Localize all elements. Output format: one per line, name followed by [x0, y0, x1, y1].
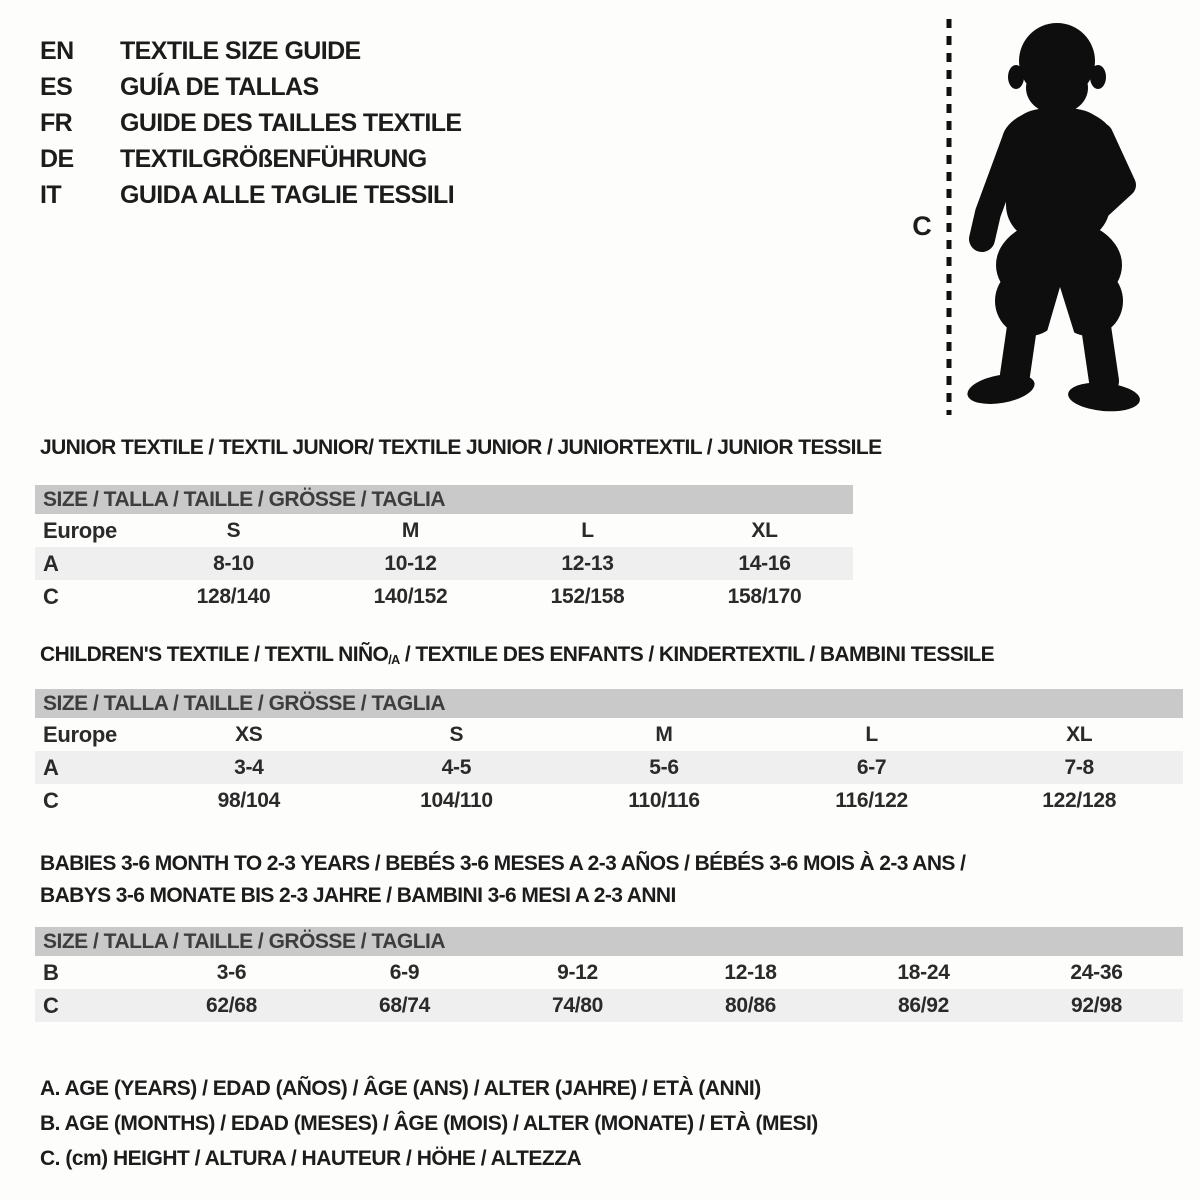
height-cell: 86/92 [897, 993, 950, 1017]
size-cell: XL [751, 518, 778, 542]
heading-text: CHILDREN'S TEXTILE / TEXTIL NIÑO [40, 643, 389, 666]
table-row [35, 989, 1183, 1022]
height-cell: 128/140 [196, 584, 271, 608]
legend-height-cm: C. (cm) HEIGHT / ALTURA / HAUTEUR / HÖHE / ALTEZZA [40, 1147, 582, 1170]
age-cell: 12-13 [561, 551, 614, 575]
legend-age-years: A. AGE (YEARS) / EDAD (AÑOS) / ÂGE (ANS) / ALTER (JAHRE) / ETÀ (ANNI) [40, 1077, 761, 1100]
guide-title-fr: GUIDE DES TAILLES TEXTILE [120, 108, 462, 137]
height-cell: 74/80 [551, 993, 604, 1017]
row-label: Europe [43, 517, 117, 543]
junior-section-heading: JUNIOR TEXTILE / TEXTIL JUNIOR/ TEXTILE JUNIOR / JUNIORTEXTIL / JUNIOR TESSILE [40, 436, 882, 459]
age-cell: 14-16 [738, 551, 791, 575]
table-row [35, 547, 853, 580]
height-cell: 140/152 [373, 584, 448, 608]
height-cell: 158/170 [727, 584, 802, 608]
height-cell: 62/68 [205, 993, 258, 1017]
language-code: FR [40, 108, 73, 137]
age-cell: 3-6 [216, 960, 247, 984]
heading-line-1: BABIES 3-6 MONTH TO 2-3 YEARS / BEBÉS 3-6 MESES A 2-3 AÑOS / BÉBÉS 3-6 MOIS À 2-3 ANS / [40, 852, 966, 875]
row-label: C [43, 583, 59, 609]
age-cell: 4-5 [441, 755, 472, 779]
height-cell: 122/128 [1042, 788, 1117, 812]
age-cell: 5-6 [649, 755, 679, 779]
size-header-bar: SIZE / TALLA / TAILLE / GRÖSSE / TAGLIA [35, 689, 1183, 718]
height-cell: 104/110 [420, 788, 493, 812]
size-cell: M [401, 518, 420, 542]
table-row [35, 956, 1183, 989]
language-row-de [40, 141, 462, 177]
age-cell: 7-8 [1064, 755, 1094, 779]
size-cell: S [226, 518, 241, 542]
legend-age-months: B. AGE (MONTHS) / EDAD (MESES) / ÂGE (MOIS) / ALTER (MONATE) / ETÀ (MESI) [40, 1112, 818, 1135]
table-row [35, 784, 1183, 817]
language-list [40, 33, 462, 213]
language-row-fr [40, 105, 462, 141]
age-cell: 6-9 [389, 960, 420, 984]
size-cell: L [581, 518, 594, 542]
babies-size-table [35, 927, 1183, 1022]
height-cell: 98/104 [217, 788, 281, 812]
height-cell: 152/158 [550, 584, 625, 608]
size-header-bar: SIZE / TALLA / TAILLE / GRÖSSE / TAGLIA [35, 485, 853, 514]
size-cell: M [655, 722, 673, 746]
row-label: A [43, 550, 59, 576]
row-label: A [43, 754, 59, 780]
heading-line-2: BABYS 3-6 MONATE BIS 2-3 JAHRE / BAMBINI 3-6 MESI A 2-3 ANNI [40, 884, 676, 907]
height-cell: 80/86 [724, 993, 777, 1017]
age-cell: 24-36 [1070, 960, 1123, 984]
row-label: C [43, 787, 59, 813]
height-measure-label: C [912, 211, 932, 241]
children-size-table [35, 689, 1183, 817]
age-cell: 8-10 [213, 551, 254, 575]
toddler-silhouette-icon [958, 13, 1150, 415]
guide-title-en: TEXTILE SIZE GUIDE [120, 36, 361, 65]
language-code: IT [40, 180, 62, 209]
table-row [35, 580, 853, 613]
table-row [35, 718, 1183, 751]
height-cell: 116/122 [835, 788, 908, 812]
age-cell: 3-4 [234, 755, 264, 779]
language-row-es [40, 69, 462, 105]
age-cell: 10-12 [384, 551, 437, 575]
measure-legend [40, 1071, 818, 1176]
babies-section-heading [40, 848, 1000, 912]
table-row [35, 514, 853, 547]
row-label: C [43, 992, 59, 1018]
row-label: Europe [43, 721, 117, 747]
size-cell: XL [1066, 722, 1093, 746]
age-cell: 18-24 [897, 960, 950, 984]
language-code: ES [40, 72, 73, 101]
guide-title-es: GUÍA DE TALLAS [120, 72, 319, 101]
height-dashed-line-icon [945, 17, 953, 417]
row-label: B [43, 959, 59, 985]
language-row-en [40, 33, 462, 69]
size-cell: XS [235, 722, 263, 746]
children-section-heading [40, 643, 994, 667]
table-row [35, 751, 1183, 784]
heading-subscript: /A [388, 653, 400, 668]
size-cell: L [865, 722, 878, 746]
language-row-it [40, 177, 462, 213]
age-cell: 9-12 [557, 960, 598, 984]
height-cell: 92/98 [1070, 993, 1123, 1017]
age-cell: 12-18 [724, 960, 777, 984]
heading-text: / TEXTILE DES ENFANTS / KINDERTEXTIL / BAMBINI TESSILE [399, 643, 995, 666]
age-cell: 6-7 [856, 755, 887, 779]
language-code: DE [40, 144, 74, 173]
language-code: EN [40, 36, 74, 65]
guide-title-it: GUIDA ALLE TAGLIE TESSILI [120, 180, 455, 209]
junior-size-table [35, 485, 853, 613]
height-cell: 68/74 [378, 993, 431, 1017]
size-header-bar: SIZE / TALLA / TAILLE / GRÖSSE / TAGLIA [35, 927, 1183, 956]
size-cell: S [449, 722, 464, 746]
height-cell: 110/116 [628, 788, 700, 812]
guide-title-de: TEXTILGRÖßENFÜHRUNG [120, 144, 427, 173]
